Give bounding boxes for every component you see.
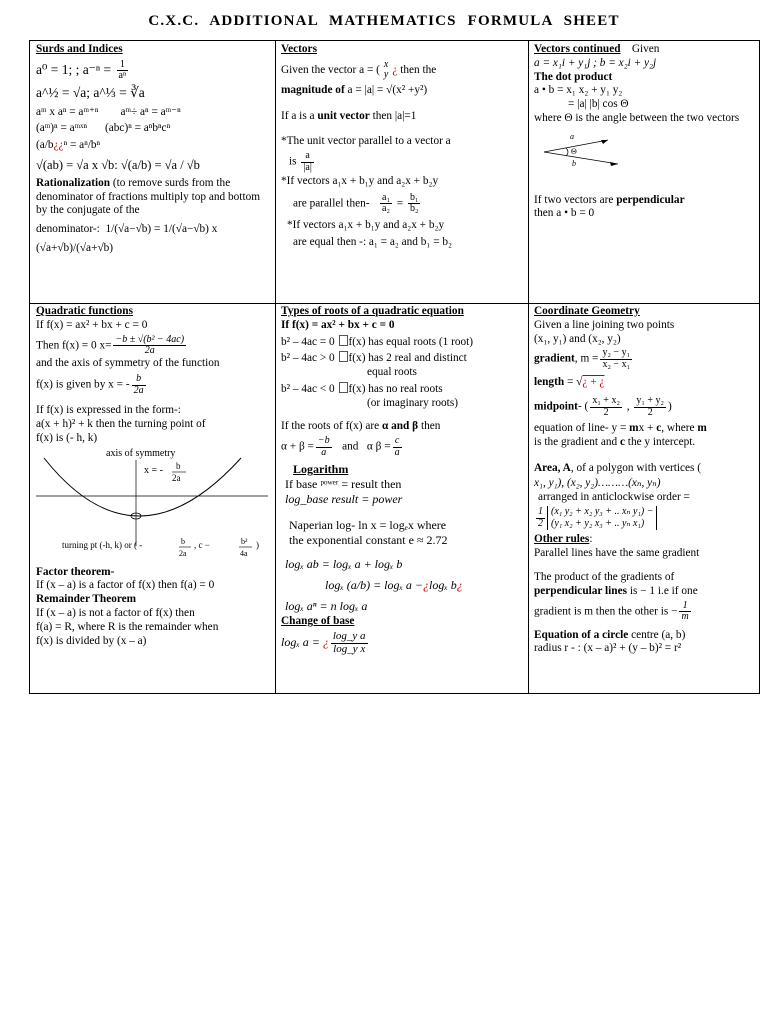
vectors-equal-then: are equal then -: a₁ = a₂ and b₁ = b₂ — [293, 235, 452, 248]
roots-log-cell — [281, 305, 525, 693]
dot-product-angle: where Θ is the angle between the two vectors — [534, 111, 740, 124]
svg-text:b: b — [181, 536, 185, 546]
surds-line-4: (aᵐ)ⁿ = aᵐˣⁿ (abc)ⁿ = aⁿbⁿcⁿ — [36, 122, 171, 135]
log-power-rule: logₓ aⁿ = n logₓ a — [285, 598, 368, 613]
vectors-unit: If a is a unit vector then |a|=1 — [281, 109, 417, 122]
coord-line-equation: equation of line- y = mx + c, where m — [534, 422, 707, 435]
surds-line-3: aᵐ x aⁿ = aᵐ⁺ⁿ aᵐ÷ aⁿ = aᵐ⁻ⁿ — [36, 106, 181, 119]
vectors-heading: Vectors — [281, 43, 317, 55]
log-product-rule: logₓ ab = logₓ a + logₓ b — [285, 557, 403, 572]
factor-theorem-heading: Factor theorem- — [36, 565, 115, 578]
remainder-line-1: If (x – a) is not a factor of f(x) then — [36, 607, 195, 620]
vectors-equal-cond: *If vectors a₁x + b₁y and a₂x + b₂y — [287, 218, 445, 231]
svg-text:): ) — [256, 539, 259, 550]
other-rule-parallel: Parallel lines have the same gradient — [534, 547, 700, 560]
formula-grid — [29, 40, 760, 694]
roots-distinct: b² – 4ac > 0 f(x) has 2 real and distinct — [281, 352, 467, 365]
roots-equal: b² – 4ac = 0 f(x) has equal roots (1 root) — [281, 335, 474, 348]
implies-icon — [339, 351, 348, 362]
surds-heading: Surds and Indices — [36, 43, 123, 55]
svg-text:2a: 2a — [179, 548, 187, 558]
coordinate-geometry-cell — [534, 305, 756, 693]
perpendicular-result: then a • b = 0 — [534, 207, 595, 220]
rationalization-formula: denominator-: 1/(√a−√b) = 1/(√a−√b) x — [36, 223, 218, 236]
other-rules-heading: Other rules: — [534, 533, 593, 546]
vectors-line-1: Given the vector a = ( x y ¿ then the — [281, 58, 437, 81]
column-divider-2 — [528, 41, 529, 693]
circle-equation: Equation of a circle centre (a, b) — [534, 628, 686, 641]
log-line-1: If base ᵖᵒʷᵉʳ = result then — [285, 476, 402, 491]
surds-line-1: a⁰ = 1; ; a⁻ⁿ = $\frac{1}{\text{aⁿ}}$ — [36, 58, 127, 82]
log-exponential: the exponential constant e ≈ 2.72 — [289, 532, 448, 547]
quadratic-line-7: f(x) is (- h, k) — [36, 431, 98, 444]
coord-area: Area, A, of a polygon with vertices ( — [534, 461, 702, 474]
roots-none-cont: (or imaginary roots) — [367, 396, 458, 409]
row-divider — [30, 303, 759, 304]
quadratic-axis: f(x) is given by x = - $\frac{b}{2a}$ — [36, 373, 144, 396]
roots-line-1: If f(x) = ax² + bx + c = 0 — [281, 318, 395, 331]
vectors-unit-fraction: is $\frac{a}{|a|}$ — [289, 150, 312, 173]
surds-line-2: a^½ = √a; a^⅓ = ∛a — [36, 84, 145, 100]
coord-line-2: (x₁, y₁) and (x₂, y₂) — [534, 332, 621, 345]
coord-line-1: Given a line joining two points — [534, 318, 675, 331]
remainder-line-3: f(x) is divided by (x – a) — [36, 634, 147, 647]
svg-text:b²: b² — [241, 536, 248, 546]
vectors-parallel-then: are parallel then- $\frac{\text{a₁}}{\text{a₂}}$ = $\frac{\text{b₁}}{\text{b₂}}$ — [293, 191, 419, 215]
vectors-magnitude: magnitude of a = |a| = √(x² +y²) — [281, 83, 428, 96]
vectors2-definitions: a = x₁i + y₁j ; b = x₂i + y₂j — [534, 56, 657, 69]
perpendicular-line: If two vectors are perpendicular — [534, 193, 685, 206]
coord-line-equation-2: is the gradient and c the y intercept. — [534, 435, 696, 448]
surds-line-5: (a/b¿¿ⁿ = aⁿ/bⁿ — [36, 138, 101, 151]
svg-text:2a: 2a — [172, 472, 181, 483]
remainder-theorem-heading: Remainder Theorem — [36, 593, 137, 606]
sheet-title: C.X.C. ADDITIONAL MATHEMATICS FORMULA SHEET — [148, 13, 620, 29]
quadratic-form: If f(x) is expressed in the form-: — [36, 404, 181, 417]
change-of-base-formula: logₓ a = ¿ $\frac{\text{log\_y a}}{\text{log\_y x}}$ — [281, 630, 366, 655]
roots-alpha-beta: If the roots of f(x) are α and β then — [281, 420, 441, 433]
diagram-label-theta: Θ — [571, 146, 577, 156]
log-line-2: log_base result = power — [285, 491, 403, 506]
roots-distinct-cont: equal roots — [367, 366, 417, 379]
implies-icon — [339, 335, 348, 346]
svg-text:4a: 4a — [240, 548, 248, 558]
parabola-graph — [36, 446, 268, 564]
diagram-label-b: b — [572, 158, 576, 168]
svg-text:x = -: x = - — [144, 464, 163, 476]
quadratic-cell — [36, 305, 272, 693]
coord-gradient: gradient, m = $\frac{\text{y₂ − y₁}}{\text{x₂ − x₁}}$ — [534, 347, 631, 370]
graph-axis-label: axis of symmetry — [106, 447, 176, 459]
quadratic-heading: Quadratic functions — [36, 305, 133, 317]
roots-sum-product: α + β = $\frac{-b}{a}$ and α β = $\frac{c}{a}$ — [281, 435, 400, 458]
rationalization-conjugate: (√a+√b)/(√a+√b) — [36, 241, 114, 254]
coord-area-order: arranged in anticlockwise order = — [538, 491, 690, 504]
quadratic-line-6: a(x + h)² + k then the turning point of — [36, 418, 206, 431]
log-quotient-rule: logₓ (a/b) = logₓ a −¿logₓ b¿ — [325, 578, 463, 592]
dot-product-cos: = |a| |b| cos Θ — [568, 98, 629, 111]
coord-area-formula: $\frac{1}{2}$ (x₁ y₂ + x₂ y₃ + .. xₙ y₁) − (y₁ x₂ + y₂ x₃ + .. yₙ x₁) — [534, 506, 756, 530]
vectors-cell — [281, 43, 525, 301]
implies-icon — [339, 382, 348, 393]
coord-length: length = √¿ + ¿ — [534, 376, 605, 389]
surds-indices-cell — [36, 43, 272, 301]
dot-product-formula: a • b = x₁ x₂ + y₁ y₂ — [534, 84, 623, 97]
circle-equation-2: radius r - : (x – a)² + (y – b)² = r² — [534, 642, 682, 655]
rationalization-text: Rationalization (to remove surds from the denominator of fractions multiply top and bottom by the conjugate of the — [36, 176, 261, 217]
coord-midpoint: midpoint- ( $\frac{\text{x₁ + x₂}}{2}$ , $\frac{\text{y₁ + y₂}}{2}$ ) — [534, 395, 672, 418]
coord-area-vertices: x₁, y₁), (x₂, y₂)………(xₙ, yₙ) — [534, 477, 661, 490]
quadratic-line-3: and the axis of symmetry of the function — [36, 356, 220, 369]
roots-none: b² – 4ac < 0 f(x) has no real roots — [281, 382, 443, 395]
svg-text:b: b — [176, 460, 181, 471]
log-naperian: Naperian log- ln x = logₑx where — [289, 518, 447, 533]
surds-line-6: √(ab) = √a x √b: √(a/b) = √a / √b — [36, 157, 200, 172]
vectors-parallel-cond: *If vectors a₁x + b₁y and a₂x + b₂y — [281, 175, 439, 188]
svg-text:, c −: , c − — [194, 539, 210, 550]
diagram-label-a: a — [570, 131, 574, 141]
roots-heading: Types of roots of a quadratic equation — [281, 305, 464, 317]
other-rule-gradient: gradient is m then the other is − $\frac{1}{m}$ — [534, 599, 689, 623]
change-of-base-heading: Change of base — [281, 615, 355, 628]
vectors-unit-parallel: *The unit vector parallel to a vector a — [281, 135, 451, 148]
column-divider-1 — [275, 41, 276, 693]
other-rule-product: The product of the gradients of — [534, 570, 675, 583]
vectors-continued-cell — [534, 43, 756, 301]
vector-angle-diagram — [538, 132, 638, 172]
coord-heading: Coordinate Geometry — [534, 305, 640, 317]
vectors2-heading-line: Vectors continued Given — [534, 43, 660, 55]
remainder-line-2: f(a) = R, where R is the remainder when — [36, 620, 219, 633]
quadratic-formula: Then f(x) = 0 x= $\frac{\text{−b ± √(b² − 4ac)}}{2a}$ — [36, 333, 185, 357]
other-rule-perpendicular: perpendicular lines is − 1 i.e if one — [534, 584, 698, 597]
quadratic-line-1: If f(x) = ax² + bx + c = 0 — [36, 318, 148, 331]
logarithm-heading: Logarithm — [293, 462, 349, 477]
svg-text:turning pt (-h, k) or ( -: turning pt (-h, k) or ( - — [62, 539, 143, 550]
factor-theorem-text: If (x – a) is a factor of f(x) then f(a) = 0 — [36, 579, 215, 592]
dot-product-heading: The dot product — [534, 70, 613, 83]
